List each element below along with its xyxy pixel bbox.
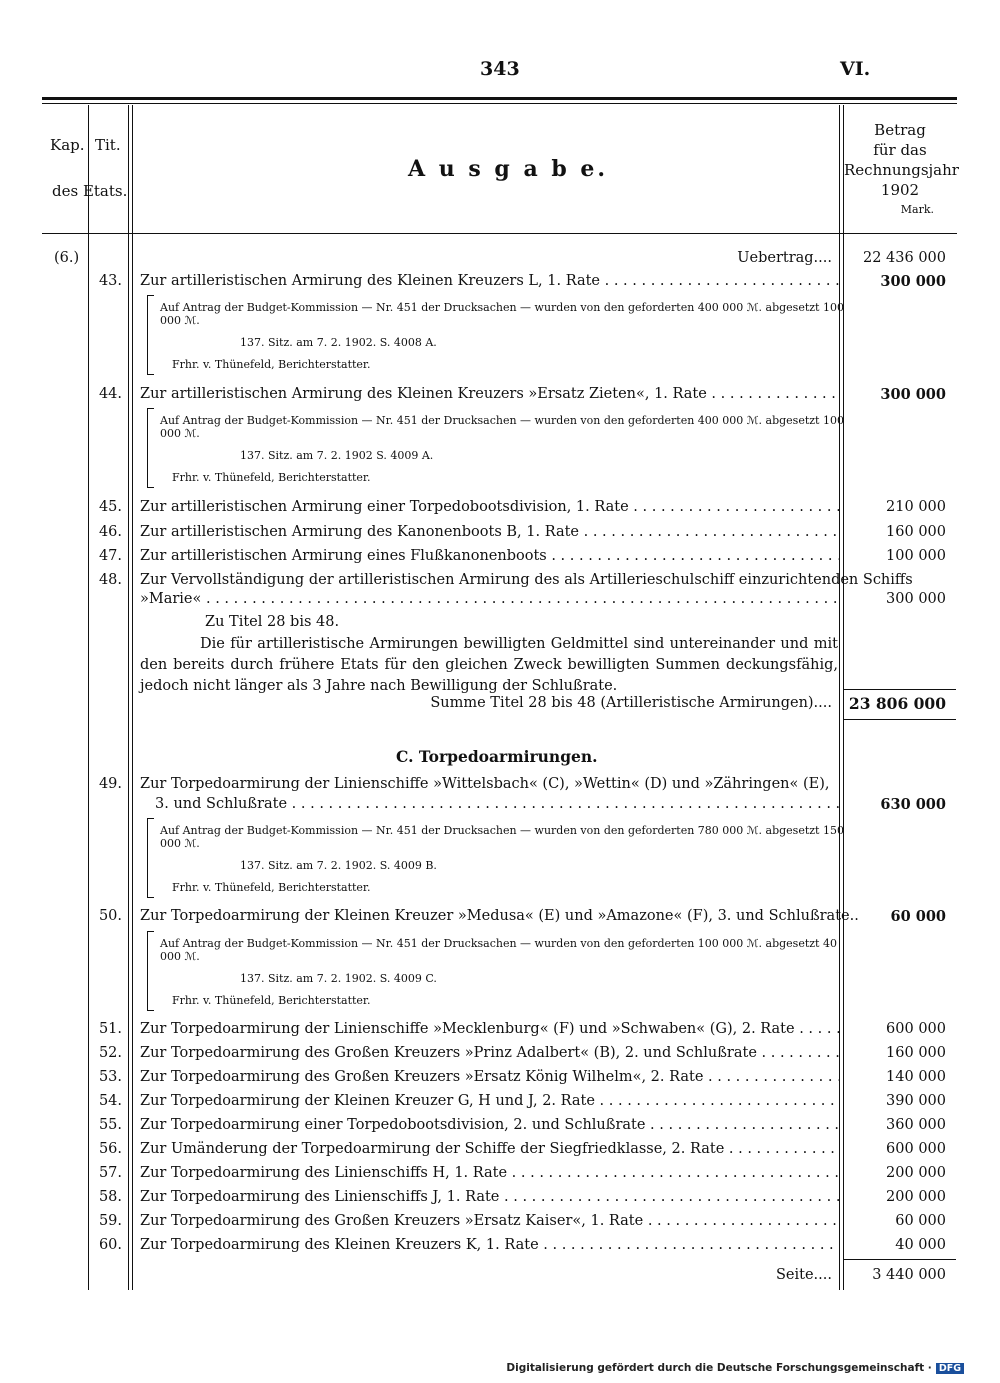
- table-row: [0, 1021, 1000, 1043]
- row-amount: 200 000: [886, 1189, 946, 1205]
- table-row: [0, 1165, 1000, 1187]
- amount-unit: Mark.: [900, 203, 934, 216]
- zu-titel-text: Die für artilleristische Armirungen bewilligten Geldmittel sind untereinander und mit den bereits durch frühere Etats für den gleichen Zweck bewilligten Summen deckungsfähig, jedoch nicht länger als 3 Jahre nach Bewilligung der Schlußrate.: [140, 636, 838, 694]
- table-row-continuation: [0, 591, 1000, 613]
- summe-amount: 23 806 000: [848, 694, 946, 713]
- row-description: Zur Umänderung der Torpedoarmirung der Schiffe der Siegfriedklasse, 2. Rate . . .: [140, 1141, 840, 1157]
- note-text: Auf Antrag der Budget-Kommission — Nr. 451 der Drucksachen — wurden von den geforderten 400 000 ℳ. abgesetzt 100 000 ℳ.: [160, 414, 844, 440]
- note-sitzung: 137. Sitz. am 7. 2. 1902. S. 4009 C.: [240, 972, 437, 985]
- row-description: Zur Torpedoarmirung des Kleinen Kreuzers K, 1. Rate . . .: [140, 1237, 840, 1253]
- titel-number: 58.: [98, 1189, 122, 1205]
- note-berichterstatter: Frhr. v. Thünefeld, Berichterstatter.: [172, 881, 371, 894]
- row-description-line1: Zur Vervollständigung der artilleristischen Armirung des als Artillerieschulschiff einzurichtenden Schiffs: [140, 572, 913, 588]
- table-row-continuation: [0, 796, 1000, 818]
- row-amount: 60 000: [895, 1213, 946, 1229]
- note-bracket: [147, 295, 154, 375]
- row-description: Zur Torpedoarmirung der Linienschiffe »Mecklenburg« (F) und »Schwaben« (G), 2. Rate . . .: [140, 1021, 840, 1037]
- section-heading: C. Torpedoarmirungen.: [396, 747, 598, 766]
- row-amount: 210 000: [886, 499, 946, 515]
- row-description: Zur Torpedoarmirung des Linienschiffs J, 1. Rate . . .: [140, 1189, 840, 1205]
- table-row: [0, 548, 1000, 570]
- note-berichterstatter: Frhr. v. Thünefeld, Berichterstatter.: [172, 471, 371, 484]
- row-description: Zur artilleristischen Armirung des Kanonenboots B, 1. Rate . . .: [140, 524, 840, 540]
- table-row: [0, 1045, 1000, 1067]
- row-description-line2: »Marie« . . .: [140, 591, 840, 607]
- table-row: [0, 1117, 1000, 1139]
- footer-text: Digitalisierung gefördert durch die Deutsche Forschungsgemeinschaft ·: [506, 1362, 932, 1374]
- budget-note: [160, 937, 850, 1007]
- page-title: A u s g a b e.: [408, 156, 609, 182]
- titel-number: 47.: [98, 548, 122, 564]
- titel-number: 44.: [98, 386, 122, 402]
- row-amount: 600 000: [886, 1141, 946, 1157]
- top-rule-thin: [42, 103, 957, 104]
- note-sitzung: 137. Sitz. am 7. 2. 1902. S. 4009 B.: [240, 859, 437, 872]
- uebertrag-label: Uebertrag....: [737, 250, 832, 266]
- table-row: [0, 273, 1000, 295]
- table-row: [0, 499, 1000, 521]
- budget-note: [160, 824, 850, 894]
- row-description: Zur artilleristischen Armirung des Kleinen Kreuzers »Ersatz Zieten«, 1. Rate . . .: [140, 386, 840, 402]
- amount-header-l4: 1902: [880, 181, 920, 199]
- row-amount: 630 000: [880, 796, 946, 813]
- titel-number: 52.: [98, 1045, 122, 1061]
- table-row: [0, 1093, 1000, 1115]
- col-header-amount: [844, 120, 959, 220]
- row-description-line2: 3. und Schlußrate . . .: [155, 796, 840, 812]
- note-berichterstatter: Frhr. v. Thünefeld, Berichterstatter.: [172, 994, 371, 1007]
- table-row: [0, 908, 1000, 930]
- row-amount: 160 000: [886, 524, 946, 540]
- table-row: [0, 1237, 1000, 1259]
- titel-number: 54.: [98, 1093, 122, 1109]
- page-number: 343: [480, 58, 520, 80]
- table-row: [0, 1189, 1000, 1211]
- row-amount: 140 000: [886, 1069, 946, 1085]
- row-amount: 390 000: [886, 1093, 946, 1109]
- row-amount: 100 000: [886, 548, 946, 564]
- table-row: [0, 1141, 1000, 1163]
- row-description: Zur Torpedoarmirung des Linienschiffs H, 1. Rate . . .: [140, 1165, 840, 1181]
- section-number: VI.: [840, 58, 871, 80]
- note-sitzung: 137. Sitz. am 7. 2. 1902. S. 4008 A.: [240, 336, 437, 349]
- row-amount: 40 000: [895, 1237, 946, 1253]
- amount-header-l1: Betrag: [874, 121, 926, 139]
- seite-rule: [844, 1259, 956, 1260]
- table-row: [0, 524, 1000, 546]
- titel-number: 55.: [98, 1117, 122, 1133]
- row-description: Zur Torpedoarmirung der Kleinen Kreuzer »Medusa« (E) und »Amazone« (F), 3. und Schlußrate..: [140, 908, 859, 924]
- titel-number: 46.: [98, 524, 122, 540]
- top-rule-thick: [42, 97, 957, 100]
- header-rule: [42, 233, 957, 234]
- col-header-kap: Kap.: [50, 136, 85, 154]
- titel-number: 43.: [98, 273, 122, 289]
- table-row: [0, 1069, 1000, 1091]
- row-description: Zur artilleristischen Armirung einer Torpedobootsdivision, 1. Rate . . .: [140, 499, 840, 515]
- note-text: Auf Antrag der Budget-Kommission — Nr. 451 der Drucksachen — wurden von den geforderten 780 000 ℳ. abgesetzt 150 000 ℳ.: [160, 824, 844, 850]
- row-description: Zur artilleristischen Armirung eines Flußkanonenboots . . .: [140, 548, 840, 564]
- row-amount: 300 000: [880, 273, 946, 290]
- row-amount: 600 000: [886, 1021, 946, 1037]
- kapitel-number: (6.): [54, 250, 80, 266]
- seite-amount: 3 440 000: [872, 1267, 946, 1283]
- titel-number: 50.: [98, 908, 122, 924]
- note-bracket: [147, 818, 154, 898]
- note-bracket: [147, 408, 154, 488]
- row-description: Zur Torpedoarmirung des Großen Kreuzers »Ersatz Kaiser«, 1. Rate . . .: [140, 1213, 840, 1229]
- seite-label: Seite....: [776, 1267, 832, 1283]
- uebertrag-amount: 22 436 000: [862, 250, 946, 266]
- zu-titel-heading: Zu Titel 28 bis 48.: [205, 614, 340, 630]
- note-berichterstatter: Frhr. v. Thünefeld, Berichterstatter.: [172, 358, 371, 371]
- titel-number: 59.: [98, 1213, 122, 1229]
- row-description: Zur artilleristischen Armirung des Kleinen Kreuzers L, 1. Rate . . .: [140, 273, 840, 289]
- row-amount: 200 000: [886, 1165, 946, 1181]
- note-bracket: [147, 931, 154, 1011]
- row-description: Zur Torpedoarmirung einer Torpedobootsdivision, 2. und Schlußrate . . .: [140, 1117, 840, 1133]
- note-sitzung: 137. Sitz. am 7. 2. 1902 S. 4009 A.: [240, 449, 434, 462]
- amount-header-l2: für das: [873, 141, 927, 159]
- note-text: Auf Antrag der Budget-Kommission — Nr. 451 der Drucksachen — wurden von den geforderten 400 000 ℳ. abgesetzt 100 000 ℳ.: [160, 301, 844, 327]
- summe-label: Summe Titel 28 bis 48 (Artilleristische Armirungen)....: [430, 695, 832, 711]
- titel-number: 51.: [98, 1021, 122, 1037]
- titel-number: 56.: [98, 1141, 122, 1157]
- table-row: [0, 386, 1000, 408]
- row-amount: 60 000: [890, 908, 946, 925]
- titel-number: 53.: [98, 1069, 122, 1085]
- row-amount: 360 000: [886, 1117, 946, 1133]
- row-amount: 160 000: [886, 1045, 946, 1061]
- col-header-des-etats: des Etats.: [52, 182, 128, 200]
- table-row: [0, 776, 1000, 798]
- row-description: Zur Torpedoarmirung des Großen Kreuzers »Ersatz König Wilhelm«, 2. Rate . . .: [140, 1069, 840, 1085]
- budget-note: [160, 301, 850, 371]
- row-amount: 300 000: [880, 386, 946, 403]
- row-description: Zur Torpedoarmirung des Großen Kreuzers »Prinz Adalbert« (B), 2. und Schlußrate . . .: [140, 1045, 840, 1061]
- row-description: Zur Torpedoarmirung der Kleinen Kreuzer G, H und J, 2. Rate . . .: [140, 1093, 840, 1109]
- budget-note: [160, 414, 850, 484]
- row-description-line1: Zur Torpedoarmirung der Linienschiffe »Wittelsbach« (C), »Wettin« (D) und »Zähringen« (E),: [140, 776, 830, 792]
- note-text: Auf Antrag der Budget-Kommission — Nr. 451 der Drucksachen — wurden von den geforderten 100 000 ℳ. abgesetzt 40 000 ℳ.: [160, 937, 837, 963]
- amount-header-l3: Rechnungsjahr: [844, 161, 959, 179]
- table-row: [0, 1213, 1000, 1235]
- titel-number: 60.: [98, 1237, 122, 1253]
- dfg-logo: DFG: [936, 1363, 964, 1374]
- titel-number: 57.: [98, 1165, 122, 1181]
- row-amount: 300 000: [886, 591, 946, 607]
- summe-rule-top: [844, 689, 956, 690]
- footer-credit: [506, 1362, 964, 1374]
- titel-number: 48.: [98, 572, 122, 588]
- titel-number: 45.: [98, 499, 122, 515]
- summe-rule-bottom: [844, 719, 956, 720]
- titel-number: 49.: [98, 776, 122, 792]
- col-header-tit: Tit.: [95, 136, 121, 154]
